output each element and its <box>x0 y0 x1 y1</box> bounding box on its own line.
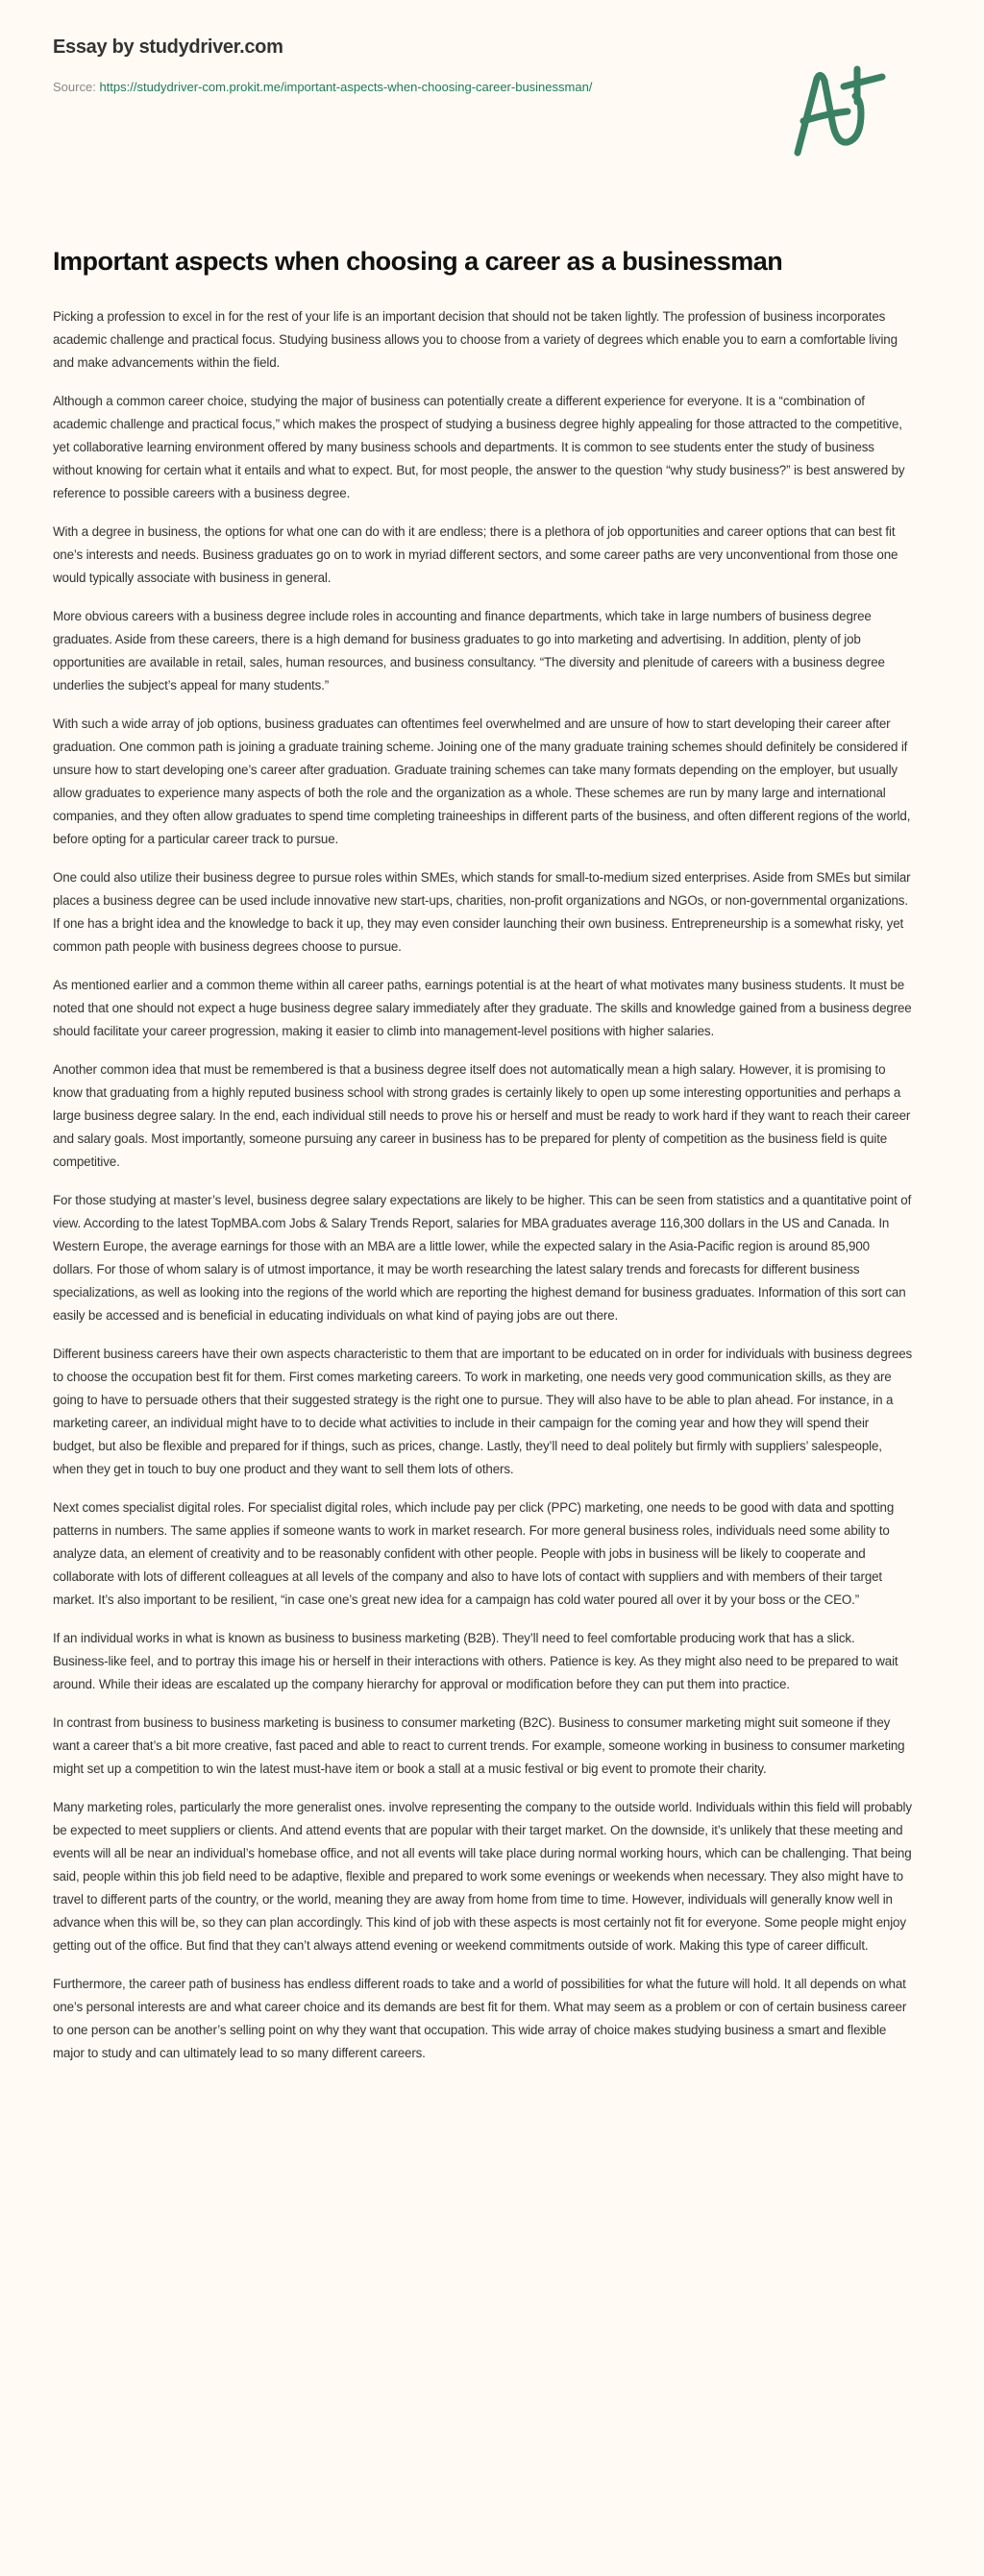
essay-paragraph: Furthermore, the career path of business has endless different roads to take and a world of possibilities for what the future will hold. It all depends on what one’s personal interests are and what career choice and its demands are best fit for them. What may seem as a problem or con of certain business career to one person can be another’s selling point on why they want that occupation. This wide array of choice makes studying business a smart and flexible major to study and can ultimately lead to so many different careers. <box>53 1977 907 2060</box>
essay-paragraph: With a degree in business, the options for what one can do with it are endless; there is a plethora of job opportunities and career options that can best fit one’s interests and needs. Business graduates go on to work in myriad different sectors, and some career paths are very unconventional from those one would typically associate with business in general. <box>53 524 898 585</box>
essay-paragraph: Another common idea that must be remembered is that a business degree itself does not automatically mean a high salary. However, it is promising to know that graduating from a highly reputed business school with strong grades is certainly likely to open up some interesting opportunities and perhaps a large business degree salary. In the end, each individual still needs to prove his or herself and must be ready to work hard if they want to reach their career and salary goals. Most importantly, someone pursuing any career in business has to be prepared for plenty of competition as the business field is quite competitive. <box>53 1062 911 1169</box>
essay-paragraph: Although a common career choice, studying the major of business can potentially create a different experience for everyone. It is a “combination of academic challenge and practical focus,” which makes the prospect of studying a business degree highly appealing for those attracted to the competitive, yet collaborative learning environment offered by many business schools and departments. It is common to see students enter the study of business without knowing for certain what it entails and what to expect. But, for most people, the answer to the question “why study business?” is best answered by reference to possible careers with a business degree. <box>53 394 905 500</box>
essay-paragraph: Picking a profession to excel in for the rest of your life is an important decision that should not be taken lightly. The profession of business incorporates academic challenge and practical focus. Studying business allows you to choose from a variety of degrees which enable you to earn a comfortable living and make advancements within the field. <box>53 309 898 370</box>
essay-paragraph: If an individual works in what is known as business to business marketing (B2B). They’ll need to feel comfortable producing work that has a slick. Business-like feel, and to portray this image his or herself in their interactions with others. Patience is key. As they might also need to be prepared to wait around. While their ideas are escalated up the company hierarchy for approval or modification before they can put them into practice. <box>53 1631 898 1691</box>
essay-body <box>53 242 913 2080</box>
essay-paragraph: With such a wide array of job options, business graduates can oftentimes feel overwhelmed and are unsure of how to start developing their career after graduation. One common path is joining a graduate training scheme. Joining one of the many graduate training schemes should definitely be considered if unsure how to start developing one’s career after graduation. Graduate training schemes can take many formats depending on the employer, but usually allow graduates to experience many aspects of both the role and the organization as a whole. These schemes are run by many large and international companies, and they often allow graduates to spend time completing traineeships in different parts of the business, and often different regions of the world, before opting for a particular career track to pursue. <box>53 717 911 846</box>
essay-paragraph: For those studying at master’s level, business degree salary expectations are likely to be higher. This can be seen from statistics and a quantitative point of view. According to the latest TopMBA.com Jobs & Salary Trends Report, salaries for MBA graduates average 116,300 dollars in the US and Canada. In Western Europe, the average earnings for those with an MBA are a little lower, while the expected salary in the Asia-Pacific region is around 85,900 dollars. For those of whom salary is of utmost importance, it may be worth researching the latest salary trends and forecasts for different business specializations, as well as looking into the regions of the world which are reporting the highest demand for business graduates. Information of this sort can easily be accessed and is beneficial in educating individuals on what kind of paying jobs are out there. <box>53 1193 912 1323</box>
essay-paragraph: As mentioned earlier and a common theme within all career paths, earnings potential is at the heart of what motivates many business students. It must be noted that one should not expect a huge business degree salary immediately after they graduate. The skills and knowledge gained from a business degree should facilitate your career progression, making it easier to climb into management-level positions with higher salaries. <box>53 978 912 1038</box>
source-link[interactable]: https://studydriver-com.prokit.me/important-aspects-when-choosing-career-businessman/ <box>99 80 593 94</box>
essay-paragraph: Many marketing roles, particularly the more generalist ones. involve representing the company to the outside world. Individuals within this field will probably be expected to meet suppliers or clients. And attend events that are popular with their target market. On the downside, it’s unlikely that these meeting and events will all be near an individual’s homebase office, and not all events will take place during normal working hours, which can be challenging. That being said, people within this job field need to be adaptive, flexible and prepared to work some evenings or weekends when necessary. They also might have to travel to different parts of the country, or the world, meaning they are away from home from time to time. However, individuals will generally know well in advance when this will be, so they can plan accordingly. This kind of job with these aspects is most certainly not fit for everyone. Some people might enjoy getting out of the office. But find that they can’t always attend evening or weekend commitments outside of work. Making this type of career difficult. <box>53 1800 912 1953</box>
source-label: Source: <box>53 80 96 94</box>
essay-paragraph: One could also utilize their business degree to pursue roles within SMEs, which stands for small-to-medium sized enterprises. Aside from SMEs but similar places a business degree can be used include innovative new start-ups, charities, non-profit organizations and NGOs, or non-governmental organizations. If one has a bright idea and the knowledge to back it up, they may even consider launching their own business. Entrepreneurship is a somewhat risky, yet common path people with business degrees choose to pursue. <box>53 870 911 954</box>
site-title: Essay by studydriver.com <box>53 36 283 58</box>
essay-paragraph: Different business careers have their own aspects characteristic to them that are important to be educated on in order for individuals with business degrees to choose the occupation best fit for them. First comes marketing careers. To work in marketing, one needs very good communication skills, as they are going to have to persuade others that their suggested strategy is the right one to pursue. They will also have to be able to plan ahead. For instance, in a marketing career, an individual might have to to decide what activities to include in their campaign for the coming year and how they will spend their budget, but also be flexible and prepared for if things, such as prices, change. Lastly, they’ll need to deal politely but firmly with suppliers’ salespeople, when they get in touch to buy one product and they want to sell them lots of others. <box>53 1347 913 1476</box>
essay-paragraph: Next comes specialist digital roles. For specialist digital roles, which include pay per click (PPC) marketing, one needs to be good with data and spotting patterns in numbers. The same applies if someone wants to work in market research. For more general business roles, individuals need some ability to analyze data, an element of creativity and to be reasonably confident with other people. People with jobs in business will be likely to cooperate and collaborate with lots of different colleagues at all levels of the company and also to have lots of contact with suppliers and with members of their target market. It’s also important to be resilient, “in case one’s great new idea for a campaign has cold water poured all over it by your boss or the CEO.” <box>53 1500 895 1607</box>
essay-paragraph: In contrast from business to business marketing is business to consumer marketing (B2C). Business to consumer marketing might suit someone if they want a career that’s a bit more creative, fast paced and able to react to current trends. For example, someone working in business to consumer marketing might set up a competition to win the latest must-have item or book a stall at a music festival or big event to promote their charity. <box>53 1715 905 1776</box>
source-line <box>53 76 726 99</box>
a-plus-logo-icon <box>790 63 892 159</box>
essay-title: Important aspects when choosing a career as a businessman <box>53 247 783 276</box>
essay-paragraph: More obvious careers with a business degree include roles in accounting and finance departments, which take in large numbers of business degree graduates. Aside from these careers, there is a high demand for business graduates to go into marketing and advertising. In addition, plenty of job opportunities are available in retail, sales, human resources, and business consultancy. “The diversity and plenitude of careers with a business degree underlies the subject’s appeal for many students.” <box>53 609 885 693</box>
page-header <box>53 36 726 99</box>
